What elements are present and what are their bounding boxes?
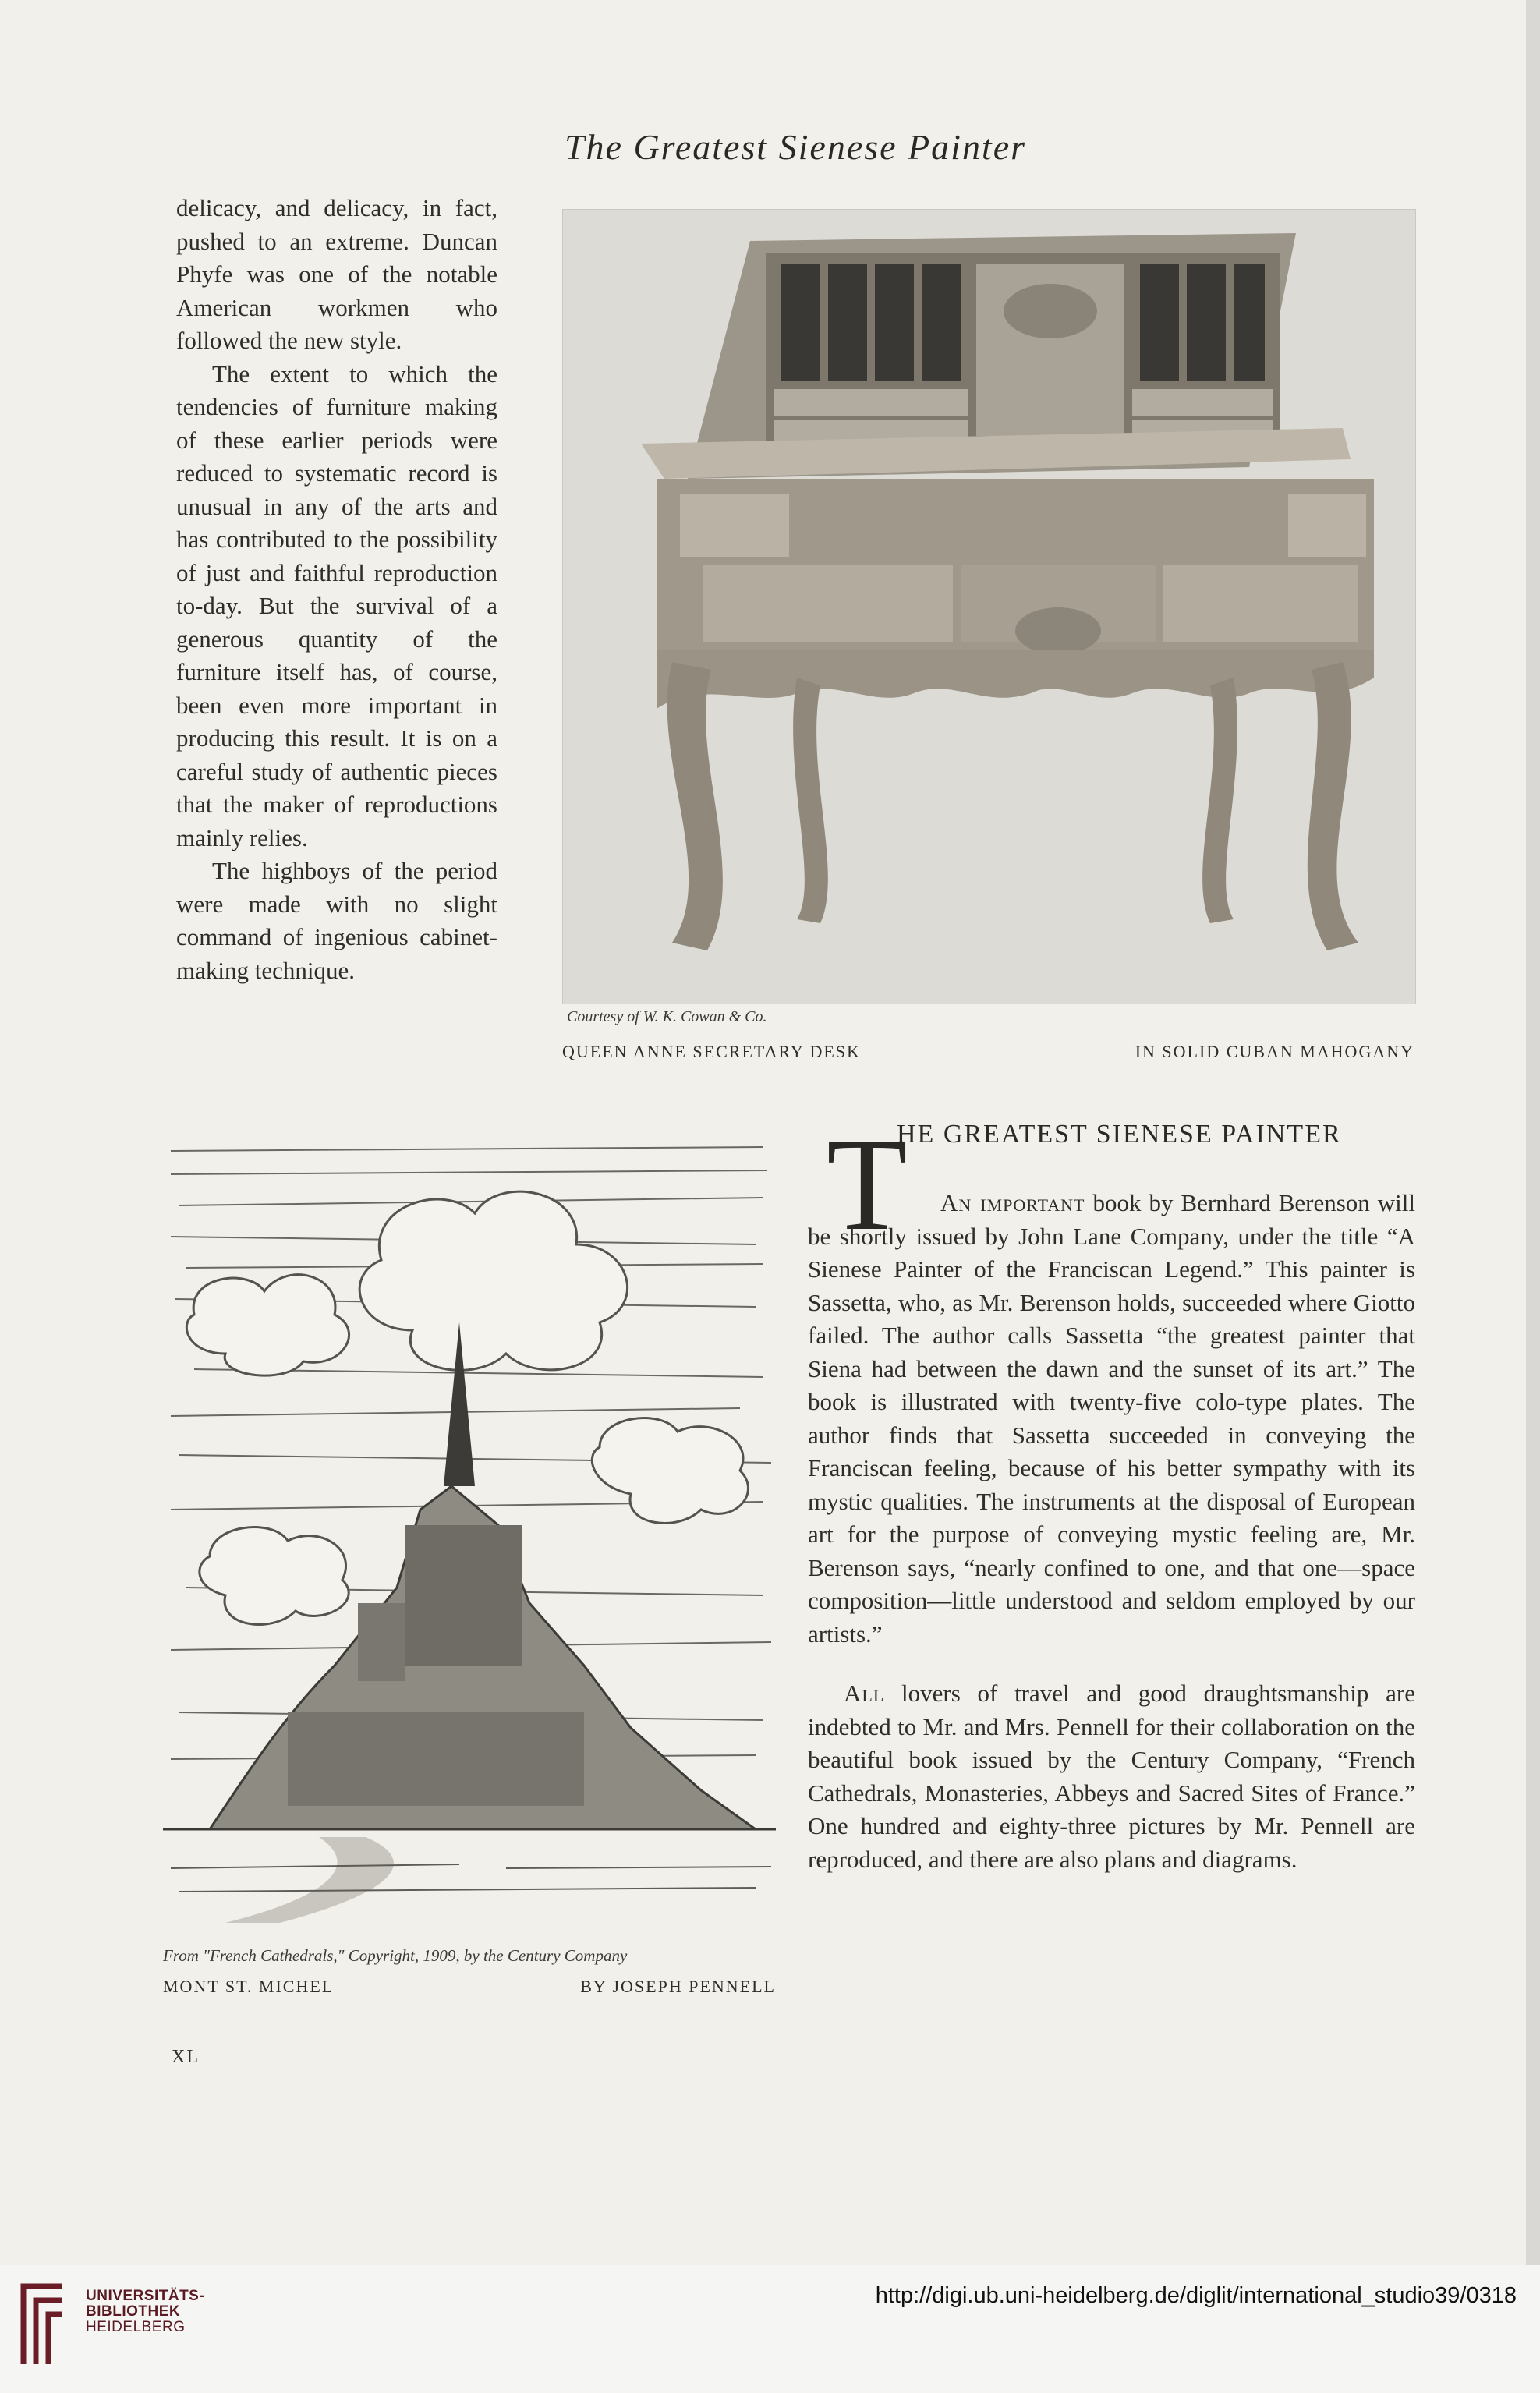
library-name xyxy=(86,2289,204,2335)
mont-st-michel-engraving xyxy=(163,1120,776,1940)
article-body xyxy=(808,1187,1415,1876)
engraving-credit: From "French Cathedrals," Copyright, 1909, by the Century Company xyxy=(163,1946,628,1965)
desk-photo-credit: Courtesy of W. K. Cowan & Co. xyxy=(567,1008,767,1025)
paragraph-2-body: lovers of travel and good draughtsmanship are indebted to Mr. and Mrs. Pennell for their collaboration on the beautiful book issued by the Century Company, “French Cathedrals, Monasteries, Abbeys and Sacred Sites of France.” One hundred and eighty-three pictures by Mr. Pennell are reproduced, and there are also plans and diagrams. xyxy=(808,1680,1415,1873)
engraving-illustration xyxy=(163,1120,776,1940)
left-paragraph-1: delicacy, and delicacy, in fact, pushed to an extreme. Duncan Phyfe was one of the notable American workmen who followed the new style. xyxy=(176,194,497,354)
engraving-caption xyxy=(163,1977,776,1997)
source-url-link[interactable]: http://digi.ub.uni-heidelberg.de/diglit/international_studio39/0318 xyxy=(875,2283,1517,2308)
library-logo-icon xyxy=(8,2278,75,2377)
article-paragraph-1 xyxy=(808,1187,1415,1651)
running-head: The Greatest Sienese Painter xyxy=(564,127,1027,167)
page-edge xyxy=(1526,0,1540,2265)
left-paragraph-2: The extent to which the tendencies of furniture making of these earlier periods were reduced to systematic record is unusual in any of the arts and has contributed to the possibility of just and faithful reproduction to-day. But the survival of a generous quantity of the furniture itself has, of course, been even more important in producing this result. It is on a careful study of authentic pieces that the maker of reproductions mainly relies. xyxy=(176,359,497,851)
engraving-caption-right: BY JOSEPH PENNELL xyxy=(580,1977,776,1996)
page-folio: XL xyxy=(172,2047,200,2067)
paragraph-2-lead: All xyxy=(844,1680,885,1707)
secretary-desk-photo xyxy=(562,209,1416,1004)
desk-caption-right: IN SOLID CUBAN MAHOGANY xyxy=(1135,1042,1414,1061)
drop-cap: T xyxy=(827,1111,908,1258)
library-line-2: BIBLIOTHEK xyxy=(86,2303,181,2320)
desk-caption-left: QUEEN ANNE SECRETARY DESK xyxy=(562,1042,861,1061)
desk-illustration xyxy=(563,210,1415,1004)
library-line-1: UNIVERSITÄTS- xyxy=(86,2288,205,2304)
engraving-caption-left: MONT ST. MICHEL xyxy=(163,1977,335,1996)
left-paragraph-3: The highboys of the period were made with no slight command of ingenious cabinet-making technique. xyxy=(176,857,497,984)
article-paragraph-2 xyxy=(808,1677,1415,1876)
article-title: HE GREATEST SIENESE PAINTER xyxy=(897,1120,1342,1149)
paragraph-1-body: book by Bernhard Berenson will be shortly issued by John Lane Company, under the title “A Sienese Painter of the Franciscan Legend.” This painter is Sassetta, who, as Mr. Berenson holds, succeeded where Giotto failed. The author calls Sassetta “the greatest painter that Siena had between the dawn and the sunset of its art.” The book is illustrated with twenty-five colo-type plates. The author finds that Sassetta succeeded in conveying the Franciscan feeling, because of his better sympathy with its mystic qualities. The instruments at the disposal of European art for the purpose of conveying mystic feeling are, Mr. Berenson says, “nearly confined to one, and that one—space composition—little understood and seldom employed by our artists.” xyxy=(808,1189,1415,1648)
left-text-column xyxy=(176,192,497,987)
paragraph-1-lead: An important xyxy=(940,1189,1085,1216)
desk-caption xyxy=(562,1042,1414,1062)
library-line-3: HEIDELBERG xyxy=(86,2319,186,2335)
